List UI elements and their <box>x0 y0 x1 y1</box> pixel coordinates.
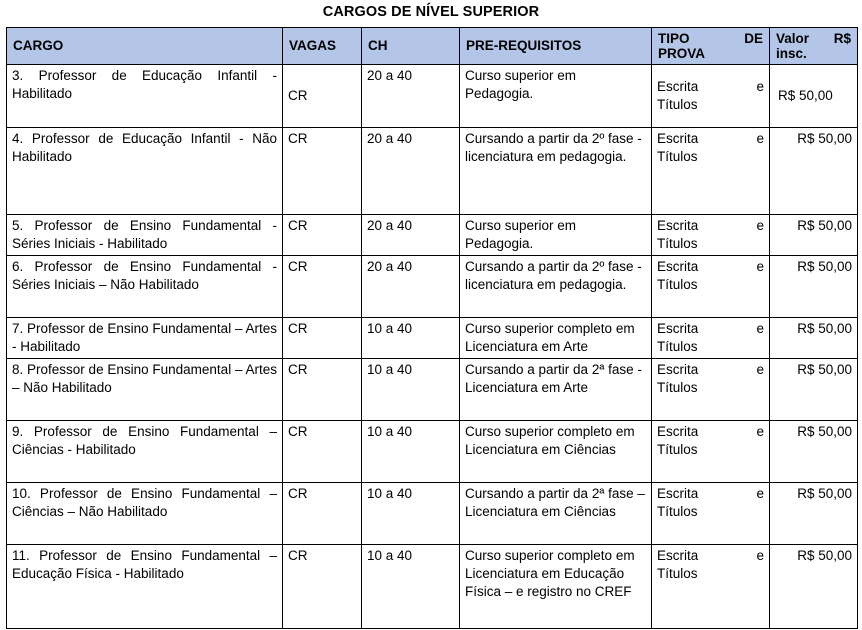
tipo-e: e <box>756 548 764 563</box>
tipo-e: e <box>756 321 764 336</box>
cell-vagas: CR <box>283 483 362 545</box>
header-tipo-word: TIPO <box>658 30 690 46</box>
positions-table <box>6 27 858 629</box>
cell-vagas: CR <box>283 215 362 256</box>
tipo-titulos: Títulos <box>657 277 698 292</box>
cell-pre-requisitos: Curso superior em Pedagogia. <box>460 215 652 256</box>
cell-valor: R$ 50,00 <box>770 215 858 256</box>
cell-vagas: CR <box>283 65 362 128</box>
header-valor-word: Valor <box>776 30 810 46</box>
cell-valor: R$ 50,00 <box>770 256 858 318</box>
cell-pre-requisitos: Cursando a partir da 2ª fase - Licenciatura em Arte <box>460 359 652 421</box>
cell-valor: R$ 50,00 <box>770 359 858 421</box>
tipo-escrita: Escrita <box>657 259 699 274</box>
cell-ch: 10 a 40 <box>362 318 460 359</box>
table-title: CARGOS DE NÍVEL SUPERIOR <box>322 4 540 20</box>
tipo-e: e <box>756 131 764 146</box>
cell-cargo: 6. Professor de Ensino Fundamental - Séries Iniciais – Não Habilitado <box>7 256 283 318</box>
cell-ch: 20 a 40 <box>362 256 460 318</box>
table-row <box>7 128 858 215</box>
table-row <box>7 256 858 318</box>
cell-cargo: 11. Professor de Ensino Fundamental – Educação Física - Habilitado <box>7 545 283 629</box>
cell-pre-requisitos: Cursando a partir da 2º fase - licenciatura em pedagogia. <box>460 128 652 215</box>
cell-cargo: 7. Professor de Ensino Fundamental – Artes - Habilitado <box>7 318 283 359</box>
cell-vagas: CR <box>283 318 362 359</box>
cell-vagas: CR <box>283 128 362 215</box>
cell-ch: 10 a 40 <box>362 421 460 483</box>
cell-ch: 10 a 40 <box>362 545 460 629</box>
cell-tipo-prova <box>652 421 770 483</box>
header-tipo-prova <box>652 28 770 65</box>
header-row <box>7 28 858 65</box>
tipo-e: e <box>756 79 764 94</box>
header-insc-word: insc. <box>776 45 807 61</box>
cell-pre-requisitos: Cursando a partir da 2ª fase – Licenciatura em Ciências <box>460 483 652 545</box>
table-row <box>7 65 858 128</box>
cell-valor: R$ 50,00 <box>770 65 858 128</box>
tipo-titulos: Títulos <box>657 236 698 251</box>
header-valor-insc <box>770 28 858 65</box>
tipo-titulos: Títulos <box>657 504 698 519</box>
cell-vagas: CR <box>283 421 362 483</box>
table-row <box>7 318 858 359</box>
header-ch: CH <box>362 28 460 65</box>
header-pre-requisitos: PRE-REQUISITOS <box>460 28 652 65</box>
tipo-escrita: Escrita <box>657 486 699 501</box>
cell-pre-requisitos: Curso superior completo em Licenciatura em Educação Física – e registro no CREF <box>460 545 652 629</box>
tipo-titulos: Títulos <box>657 380 698 395</box>
table-row <box>7 483 858 545</box>
header-cargo: CARGO <box>7 28 283 65</box>
tipo-escrita: Escrita <box>657 362 699 377</box>
cell-tipo-prova <box>652 128 770 215</box>
tipo-titulos: Títulos <box>657 97 698 112</box>
cell-cargo: 5. Professor de Ensino Fundamental - Séries Iniciais - Habilitado <box>7 215 283 256</box>
header-prova-word: PROVA <box>658 45 706 61</box>
cell-tipo-prova <box>652 215 770 256</box>
table-row <box>7 215 858 256</box>
cell-ch: 20 a 40 <box>362 65 460 128</box>
tipo-e: e <box>756 424 764 439</box>
tipo-titulos: Títulos <box>657 442 698 457</box>
cell-cargo: 10. Professor de Ensino Fundamental – Ciências – Não Habilitado <box>7 483 283 545</box>
cell-cargo: 3. Professor de Educação Infantil - Habilitado <box>7 65 283 128</box>
cell-valor: R$ 50,00 <box>770 128 858 215</box>
cell-vagas: CR <box>283 256 362 318</box>
header-vagas: VAGAS <box>283 28 362 65</box>
cell-pre-requisitos: Curso superior completo em Licenciatura em Ciências <box>460 421 652 483</box>
table-row <box>7 421 858 483</box>
tipo-escrita: Escrita <box>657 321 699 336</box>
cell-valor: R$ 50,00 <box>770 483 858 545</box>
cell-valor: R$ 50,00 <box>770 421 858 483</box>
cell-ch: 20 a 40 <box>362 128 460 215</box>
cell-tipo-prova <box>652 318 770 359</box>
cell-ch: 10 a 40 <box>362 359 460 421</box>
tipo-escrita: Escrita <box>657 548 699 563</box>
tipo-e: e <box>756 259 764 274</box>
cell-ch: 10 a 40 <box>362 483 460 545</box>
cell-pre-requisitos: Curso superior em Pedagogia. <box>460 65 652 128</box>
cell-tipo-prova <box>652 483 770 545</box>
cell-vagas: CR <box>283 359 362 421</box>
cell-cargo: 9. Professor de Ensino Fundamental – Ciências - Habilitado <box>7 421 283 483</box>
cell-cargo: 4. Professor de Educação Infantil - Não Habilitado <box>7 128 283 215</box>
cell-tipo-prova <box>652 65 770 128</box>
tipo-escrita: Escrita <box>657 79 699 94</box>
cell-cargo: 8. Professor de Ensino Fundamental – Artes – Não Habilitado <box>7 359 283 421</box>
tipo-e: e <box>756 218 764 233</box>
tipo-e: e <box>756 486 764 501</box>
tipo-escrita: Escrita <box>657 218 699 233</box>
tipo-e: e <box>756 362 764 377</box>
cell-tipo-prova <box>652 359 770 421</box>
tipo-titulos: Títulos <box>657 339 698 354</box>
cell-pre-requisitos: Cursando a partir da 2º fase - licenciatura em pedagogia. <box>460 256 652 318</box>
header-de-word: DE <box>744 30 763 46</box>
table-row <box>7 359 858 421</box>
cell-ch: 20 a 40 <box>362 215 460 256</box>
cell-valor: R$ 50,00 <box>770 545 858 629</box>
cell-tipo-prova <box>652 545 770 629</box>
cell-tipo-prova <box>652 256 770 318</box>
table-row <box>7 545 858 629</box>
header-rs-word: R$ <box>833 30 851 46</box>
tipo-titulos: Títulos <box>657 566 698 581</box>
tipo-escrita: Escrita <box>657 131 699 146</box>
tipo-titulos: Títulos <box>657 149 698 164</box>
cell-pre-requisitos: Curso superior completo em Licenciatura em Arte <box>460 318 652 359</box>
cell-valor: R$ 50,00 <box>770 318 858 359</box>
cell-vagas: CR <box>283 545 362 629</box>
tipo-escrita: Escrita <box>657 424 699 439</box>
